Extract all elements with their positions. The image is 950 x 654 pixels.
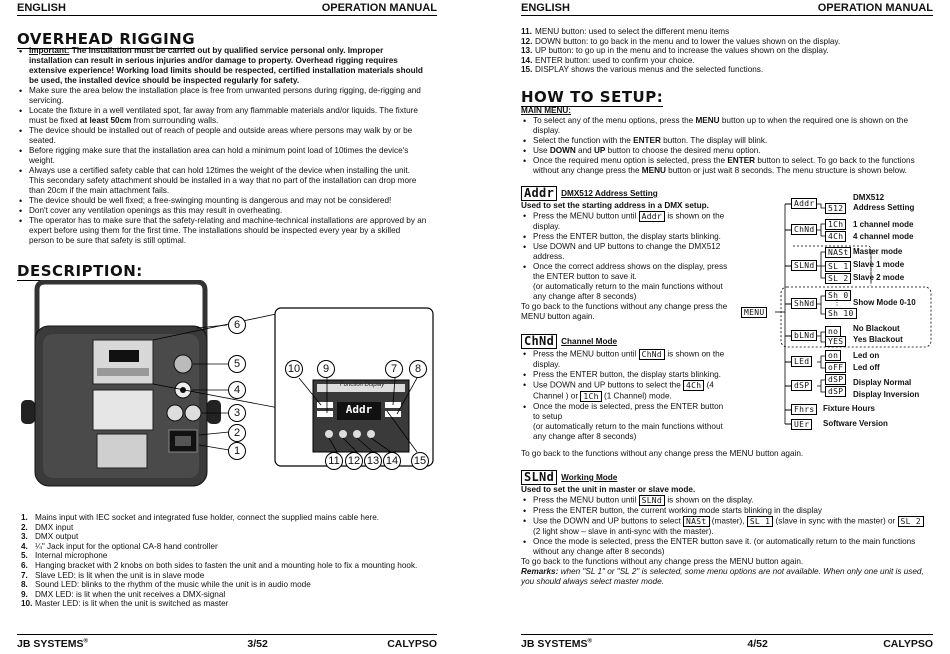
page-left <box>17 0 437 654</box>
addr-section <box>521 186 731 322</box>
callout-11: 11 <box>325 452 343 470</box>
menu-label: Display Normal <box>853 378 912 387</box>
item-text: DISPLAY shows the various menus and the selected functions. <box>535 65 764 75</box>
item-text: Internal microphone <box>35 551 108 561</box>
list-item <box>521 56 926 66</box>
item-text: Slave LED: is lit when the unit is in slave mode <box>35 570 205 580</box>
callout-4: 4 <box>228 381 246 399</box>
menu-lcd-sub: no <box>825 326 841 337</box>
item-text: DOWN button: to go back in the menu and to lower the values shown on the display. <box>535 36 841 46</box>
menu-lcd-slnd: SLNd <box>791 260 817 271</box>
slnd-title: Working Mode <box>561 473 618 482</box>
remarks <box>521 567 933 587</box>
list-item-text: Don't cover any ventilation openings as this may result in overheating. <box>29 206 283 215</box>
list-item <box>21 551 427 561</box>
menu-lcd-sub: YES <box>825 336 846 347</box>
lcd-inline: SLNd <box>639 495 665 506</box>
list-item: • Use the DOWN and UP buttons to select NASt (master), SL 1 (slave in sync with the master) or SL 2 (2 light show – slave in anti-sync with the master). <box>521 516 933 537</box>
chnd-title: Channel Mode <box>561 337 618 346</box>
menu-lcd-sub: NASt <box>825 247 851 258</box>
menu-lcd-sub: 512 <box>825 203 846 214</box>
list-item <box>17 146 427 166</box>
slnd-back-note: To go back to the functions without any change press the MENU button again. <box>521 557 804 566</box>
callout-6: 6 <box>228 316 246 334</box>
lcd-slnd: SLNd <box>521 470 557 485</box>
list-item <box>17 166 427 196</box>
menu-label: Fixture Hours <box>823 404 876 413</box>
menu-lcd-blnd: bLNd <box>791 330 817 341</box>
item-number: 5. <box>21 551 28 561</box>
list-item <box>21 599 427 609</box>
menu-lcd-sub: oFF <box>825 362 846 373</box>
footer-product: CALYPSO <box>883 638 933 650</box>
page-footer <box>17 634 437 650</box>
menu-lcd-sub: Sh 10 <box>825 308 857 319</box>
list-item: • Press the ENTER button, the display starts blinking. <box>521 232 731 242</box>
menu-lcd-sub: dSP <box>825 386 846 397</box>
lcd-inline: SL 2 <box>898 516 924 527</box>
callout-5: 5 <box>228 355 246 373</box>
menu-label: Yes Blackout <box>853 335 903 344</box>
addr-subtitle: Used to set the starting address in a DMX setup. <box>521 201 709 210</box>
addr-steps <box>521 211 731 302</box>
page-header <box>521 0 933 16</box>
registered-mark: ® <box>587 638 592 645</box>
menu-lcd-sub: Sh 0 <box>825 290 851 301</box>
item-text: Hanging bracket with 2 knobs on both sides to fasten the unit and a mounting hole to fix a mounting hook. <box>35 560 418 570</box>
menu-label: Show Mode 0-10 <box>853 298 916 307</box>
item-number: 13. <box>521 46 533 56</box>
item-text: DMX input <box>35 522 74 532</box>
footer-page-number: 4/52 <box>747 638 768 650</box>
list-item-text: The operator has to make sure that the safety-relating and machine-technical installations are approved by an expert before using them for the first time. The installations should be inspected every year by a skilled person to be sure that safety is still optimal. <box>29 216 427 245</box>
menu-label: 4 channel mode <box>853 232 914 241</box>
callout-1: 1 <box>228 442 246 460</box>
list-item <box>21 561 427 571</box>
addr-title: DMX512 Address Setting <box>561 189 658 198</box>
item-number: 9. <box>21 589 28 599</box>
item-number: 3. <box>21 532 28 542</box>
menu-label: Master mode <box>853 247 903 256</box>
brand-name: JB SYSTEMS <box>17 638 84 650</box>
footer-brand <box>17 638 88 650</box>
page-header <box>17 0 437 16</box>
menu-lcd-led: LEd <box>791 356 812 367</box>
callout-15: 15 <box>411 452 429 470</box>
callout-7: 7 <box>385 360 403 378</box>
callout-12: 12 <box>345 452 363 470</box>
list-item: • Once the mode is selected, press the ENTER button to setup (or automatically return to the main functions without any change after 8 seconds) <box>521 402 731 442</box>
description-heading: DESCRIPTION: <box>17 262 143 280</box>
registered-mark: ® <box>83 638 88 645</box>
main-menu-label: MAIN MENU: <box>521 106 572 115</box>
item-text: UP button: to go up in the menu and to increase the values shown on the display. <box>535 46 829 56</box>
page-right <box>521 0 933 654</box>
main-menu-list <box>521 116 931 176</box>
item-text: DMX output <box>35 532 79 542</box>
slnd-steps <box>521 495 933 557</box>
setup-heading: HOW TO SETUP: <box>521 88 664 106</box>
rigging-list <box>17 46 427 246</box>
list-item <box>21 523 427 533</box>
lcd-inline: ChNd <box>639 349 665 360</box>
brand-name: JB SYSTEMS <box>521 638 588 650</box>
list-item: • Use DOWN and UP buttons to change the DMX512 address. <box>521 242 731 262</box>
menu-ellipsis: ⋮ <box>833 298 841 307</box>
header-title: OPERATION MANUAL <box>817 2 933 14</box>
list-item <box>17 196 427 206</box>
item-text: ¼" Jack input for the optional CA-8 hand controller <box>35 541 218 551</box>
menu-label: Display Inversion <box>853 390 920 399</box>
list-item <box>21 580 427 590</box>
list-item: • Once the mode is selected, press the ENTER button save it. (or automatically return to the main functions without any change after 8 seconds) <box>521 537 933 557</box>
menu-tree <box>741 190 933 430</box>
list-item: • To select any of the menu options, press the MENU button up to when the required one is shown on the display. <box>521 116 931 136</box>
item-text: Sound LED: blinks to the rhythm of the music while the unit is in audio mode <box>35 580 311 590</box>
item-number: 10. <box>21 599 33 609</box>
footer-brand <box>521 638 592 650</box>
list-item <box>21 513 427 523</box>
list-item <box>521 37 926 47</box>
menu-label: Address Setting <box>853 203 915 212</box>
list-item <box>21 532 427 542</box>
menu-lcd-sub: 4Ch <box>825 231 846 242</box>
menu-lcd-uer: UEr <box>791 419 812 430</box>
header-language: ENGLISH <box>17 2 66 14</box>
list-item-text: The device should be well fixed; a free-swinging mounting is dangerous and may not be considered! <box>29 196 392 205</box>
menu-label: Led on <box>853 351 880 360</box>
lcd-inline: SL 1 <box>747 516 773 527</box>
lcd-addr: Addr <box>521 186 557 201</box>
item-text: Master LED: is lit when the unit is switched as master <box>35 599 229 609</box>
function-display-label: Function Display <box>340 382 385 388</box>
header-language: ENGLISH <box>521 2 570 14</box>
footer-product: CALYPSO <box>387 638 437 650</box>
list-item: • Once the required menu option is selected, press the ENTER button to select. To go back to the functions without any change press the MENU button or just wait 8 seconds. The menu structure is shown below. <box>521 156 931 176</box>
list-item <box>521 27 926 37</box>
list-item-text: Always use a certified safety cable that can hold 12times the weight of the device when installing the unit. This secondary safety attachment should be installed in a way that no part of the installation can drop more than 20cm if the main attachment fails. <box>29 166 417 195</box>
chnd-steps <box>521 349 731 442</box>
item-text: MENU button: used to select the different menu items <box>535 27 730 36</box>
list-item <box>17 216 427 246</box>
list-item: • Press the MENU button until Addr is shown on the display. <box>521 211 731 232</box>
display-readout: Addr <box>345 403 373 416</box>
remarks-text: when "SL 1" or "SL 2" is selected, some menu options are not available. When only one unit is used, you should always select master mode. <box>521 567 924 586</box>
description-list-cont <box>521 27 926 75</box>
menu-lcd-addr: Addr <box>791 198 817 209</box>
lcd-inline: 4Ch <box>683 380 704 391</box>
list-item: • Press the ENTER button, the display starts blinking. <box>521 370 731 380</box>
list-item-text: Make sure the area below the installation place is free from unwanted persons during rigging, de-rigging and servicing. <box>29 86 421 105</box>
menu-button-label: MENU <box>741 307 767 318</box>
list-item-text: Before rigging make sure that the installation area can hold a minimum point load of 10times the device's weight. <box>29 146 409 165</box>
list-item: • Select the function with the ENTER button. The display will blink. <box>521 136 931 146</box>
menu-lcd-sub: SL 2 <box>825 273 851 284</box>
list-item-text: The installation must be carried out by qualified service personal only. Improper installation can result in serious injuries and/or damage to property. Overhead rigging requires extensive experience! Working load limits should be respected, certified installation materials should be used, the installed device should be inspected regularly for safety. <box>29 46 423 85</box>
menu-lcd-sub: dSP <box>825 374 846 385</box>
menu-label: Software Version <box>823 419 888 428</box>
addr-back-note: To go back to the functions without any change press the MENU button again. <box>521 302 728 321</box>
slnd-subtitle: Used to set the unit in master or slave mode. <box>521 485 696 494</box>
page-footer <box>521 634 933 650</box>
slnd-title-row <box>521 470 933 485</box>
menu-label: Led off <box>853 363 880 372</box>
list-item-text: Locate the fixture in a well ventilated spot, far away from any flammable materials and/or liquids. The fixture must be fixed <box>29 106 418 125</box>
item-number: 12. <box>521 36 533 46</box>
item-text: Mains input with IEC socket and integrated fuse holder, connect the supplied mains cable here. <box>35 513 380 522</box>
lcd-inline: 1Ch <box>580 391 601 402</box>
description-list <box>21 513 427 609</box>
lcd-chnd: ChNd <box>521 334 557 349</box>
item-number: 2. <box>21 522 28 532</box>
footer-page-number: 3/52 <box>247 638 268 650</box>
device-drawing <box>17 280 437 510</box>
menu-label: Slave 1 mode <box>853 260 905 269</box>
list-item: • Press the MENU button until SLNd is shown on the display. <box>521 495 933 506</box>
list-item: • Press the ENTER button, the current working mode starts blinking in the display <box>521 506 933 516</box>
menu-label: DMX512 <box>853 193 885 202</box>
list-item <box>17 126 427 146</box>
item-number: 7. <box>21 570 28 580</box>
list-item <box>21 571 427 581</box>
menu-lcd-sub: on <box>825 350 841 361</box>
item-number: 8. <box>21 580 28 590</box>
item-number: 6. <box>21 560 28 570</box>
callout-13: 13 <box>364 452 382 470</box>
list-item-text: from surrounding walls. <box>131 116 219 125</box>
item-number: 11. <box>521 27 532 36</box>
slnd-section <box>521 470 933 587</box>
item-number: 4. <box>21 541 28 551</box>
lcd-inline: Addr <box>639 211 665 222</box>
list-item <box>17 46 427 86</box>
item-number: 15. <box>521 65 533 75</box>
menu-lcd-chnd: ChNd <box>791 224 817 235</box>
list-item <box>21 590 427 600</box>
header-title: OPERATION MANUAL <box>321 2 437 14</box>
chnd-back-note: To go back to the functions without any change press the MENU button again. <box>521 449 804 458</box>
menu-lcd-sub: 1Ch <box>825 219 846 230</box>
list-item-text: The device should be installed out of reach of people and outside areas where persons may walk by or be seated. <box>29 126 413 145</box>
important-label: Important: <box>29 46 70 55</box>
remarks-label: Remarks: <box>521 567 559 576</box>
menu-lcd-shnd: ShNd <box>791 298 817 309</box>
list-item <box>21 542 427 552</box>
callout-8: 8 <box>409 360 427 378</box>
chnd-section <box>521 334 731 442</box>
menu-label: 1 channel mode <box>853 220 914 229</box>
menu-label: No Blackout <box>853 324 900 333</box>
callout-3: 3 <box>228 404 246 422</box>
list-item <box>17 86 427 106</box>
list-item <box>17 206 427 216</box>
item-number: 14. <box>521 55 533 65</box>
item-text: DMX LED: is lit when the unit receives a DMX-signal <box>35 589 226 599</box>
lcd-inline: NASt <box>683 516 709 527</box>
list-item <box>17 106 427 126</box>
list-item: • Use DOWN and UP buttons to select the 4Ch (4 Channel ) or 1Ch (1 Channel) mode. <box>521 380 731 402</box>
callout-2: 2 <box>228 424 246 442</box>
menu-lcd-dsp: dSP <box>791 380 812 391</box>
rigging-heading: OVERHEAD RIGGING <box>17 30 196 48</box>
callout-10: 10 <box>285 360 303 378</box>
callout-14: 14 <box>383 452 401 470</box>
addr-title-row <box>521 186 731 201</box>
list-item: • Once the correct address shows on the display, press the ENTER button to save it. (or automatically return to the main functions without any change after 8 seconds) <box>521 262 731 302</box>
list-item: • Press the MENU button until ChNd is shown on the display. <box>521 349 731 370</box>
item-number: 1. <box>21 513 28 522</box>
menu-label: Slave 2 mode <box>853 273 905 282</box>
list-item: • Use DOWN and UP button to choose the desired menu option. <box>521 146 931 156</box>
callout-9: 9 <box>317 360 335 378</box>
chnd-title-row <box>521 334 731 349</box>
menu-lcd-sub: SL 1 <box>825 261 851 272</box>
device-illustration <box>17 280 437 510</box>
list-item <box>521 46 926 56</box>
list-item <box>521 65 926 75</box>
list-item-strong: at least 50cm <box>79 116 132 125</box>
item-text: ENTER button: used to confirm your choice. <box>535 55 695 65</box>
menu-lcd-fhrs: Fhrs <box>791 404 817 415</box>
